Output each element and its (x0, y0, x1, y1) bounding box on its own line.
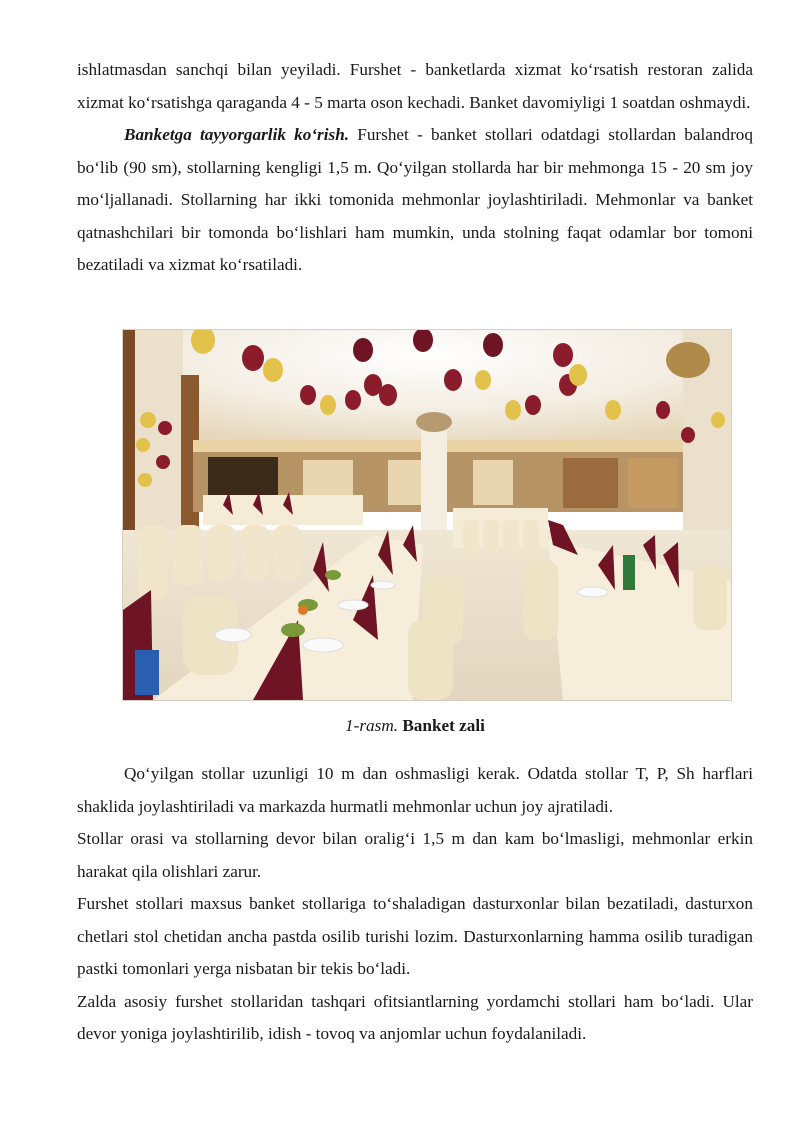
paragraph-intro: ishlatmasdan sanchqi bilan yeyiladi. Furshet - banketlarda xizmat ko‘rsatish restoran zalida xizmat ko‘rsatishga qaraganda 4 - 5 marta oson kechadi. Banket davomiyligi 1 soatdan oshmaydi. (77, 60, 753, 112)
top-text-block (77, 54, 753, 282)
paragraph-body: Furshet - banket stollari odatdagi stollardan balandroq bo‘lib (90 sm), stollarning kengligi 1,5 m. Qo‘yilgan stollarda har bir mehmonga 15 - 20 sm joy mo‘ljallanadi. Stollarning har ikki tomonida mehmonlar joylashtiriladi. Mehmonlar va banket qatnashchilari bir tomonda bo‘lishlari ham mumkin, unda stolning faqat odamlar bor tomoni bezatiladi va xizmat ko‘rsatiladi. (77, 125, 753, 274)
paragraph-banket-preparation (77, 119, 753, 282)
paragraph-waiter-tables: Zalda asosiy furshet stollaridan tashqari ofitsiantlarning yordamchi stollari ham bo‘ladi. Ular devor yoniga joylashtirilib, idish - tovoq va anjomlar uchun foydalaniladi. (77, 991, 753, 1043)
paragraph-table-length: Qo‘yilgan stollar uzunligi 10 m dan oshmasligi kerak. Odatda stollar T, P, Sh harflari shaklida joylashtiriladi va markazda hurmatli mehmonlar uchun joy ajratiladi. (77, 764, 753, 816)
section-heading: Banketga tayyorgarlik ko‘rish. (124, 125, 350, 144)
caption-number: 1-rasm. (345, 716, 399, 735)
bottom-text-block (77, 758, 753, 1051)
figure-caption (0, 716, 800, 736)
paragraph-table-spacing: Stollar orasi va stollarning devor bilan oralig‘i 1,5 m dan kam bo‘lmasligi, mehmonlar erkin harakat qila olishlari zarur. (77, 829, 753, 881)
banquet-hall-photo (122, 329, 732, 701)
caption-title: Banket zali (398, 716, 485, 735)
paragraph-tablecloths: Furshet stollari maxsus banket stollariga to‘shaladigan dasturxonlar bilan bezatiladi, dasturxon chetlari stol chetidan ancha pastda osilib turishi lozim. Dasturxonlarning hamma osilib turadigan pastki tomonlari yerga nisbatan bir tekis bo‘ladi. (77, 894, 753, 978)
